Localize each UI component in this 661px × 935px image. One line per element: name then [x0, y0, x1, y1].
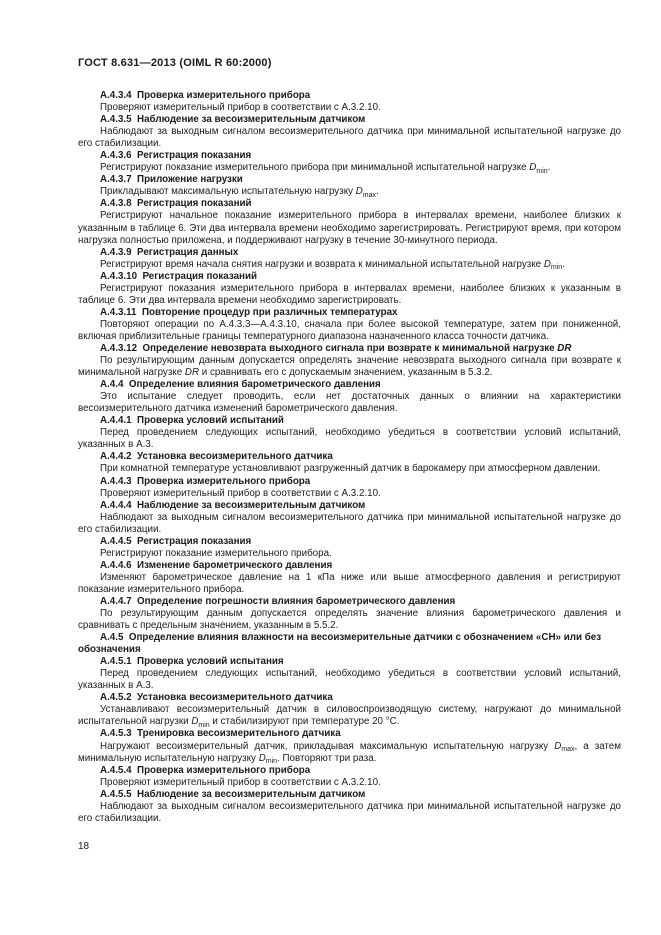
variable-symbol: D [355, 186, 363, 198]
doc-heading: А.4.5.1 Проверка условий испытания [100, 656, 284, 668]
document-body [78, 90, 621, 825]
doc-paragraph: Регистрируют показание измерительного прибора при минимальной испытательной нагрузке $D_{min}$. [100, 162, 551, 175]
doc-heading: А.4.4.1 Проверка условий испытаний [100, 415, 284, 427]
doc-heading: А.4.3.7 Приложение нагрузки [100, 174, 243, 186]
doc-heading: А.4.3.4 Проверка измерительного прибора [100, 90, 311, 101]
doc-paragraph: Наблюдают за выходным сигналом весоизмерительного датчика при минимальной испытательной нагрузке до его стабилизации. [78, 126, 621, 150]
doc-paragraph: Повторяют операции по А.4.3.3—А.4.3.10, сначала при более высокой температуре, затем при пониженной, включая приблизительные границы температурного диапазона назначенного класса точности датчика. [78, 318, 621, 342]
variable-symbol: D [554, 740, 562, 752]
variable-subscript: min [536, 167, 548, 175]
doc-paragraph: Проверяют измерительный прибор в соответствии с А.3.2.10. [100, 487, 381, 499]
doc-paragraph: Регистрируют начальное показание измерительного прибора в интервалах времени, наиболее близких к указанным в таблице 6. Эти два интервала времени необходимо зарегистрировать. Регистрируют время, при котором нагрузка полностью приложена, и поддерживают нагрузку в течение 30-минутного периода. [78, 210, 621, 246]
doc-paragraph: Проверяют измерительный прибор в соответствии с А.3.2.10. [100, 102, 381, 114]
doc-paragraph: По результирующим данным допускается определять значение влияния барометрического давления и сравнивать с предельным значением, указанным в 5.5.2. [78, 608, 621, 632]
variable-symbol: DR [184, 367, 200, 379]
doc-paragraph: Регистрируют время начала снятия нагрузки и возврата к минимальной испытательной нагрузке $D_{min}$. [100, 258, 565, 272]
variable-symbol: DR [557, 342, 572, 354]
document-header-standard-number: ГОСТ 8.631—2013 (OIML R 60:2000) [78, 57, 272, 69]
doc-paragraph: Наблюдают за выходным сигналом весоизмерительного датчика при минимальной испытательной нагрузке до его стабилизации. [78, 800, 621, 824]
doc-heading: А.4.3.8 Регистрация показаний [100, 198, 252, 210]
variable-symbol: D [258, 752, 266, 764]
doc-paragraph: Наблюдают за выходным сигналом весоизмерительного датчика при минимальной испытательной нагрузке до его стабилизации. [78, 511, 621, 535]
variable-symbol: D [529, 162, 537, 174]
doc-heading: А.4.3.6 Регистрация показания [100, 150, 252, 162]
doc-heading: А.4.4.3 Проверка измерительного прибора [100, 475, 311, 487]
doc-paragraph: По результирующим данным допускается определять значение невозврата выходного сигнала при возврате к минимальной нагрузке DR и сравнивать его с допускаемым значением, указанным в 5.3.2. [78, 355, 621, 379]
doc-heading: А.4.4.4 Наблюдение за весоизмерительным датчиком [100, 499, 366, 511]
doc-heading: А.4.4.2 Установка весоизмерительного датчика [100, 451, 333, 463]
doc-heading: А.4.4.5 Регистрация показания [100, 535, 252, 547]
doc-paragraph: Изменяют барометрическое давление на 1 кПа ниже или выше атмосферного давления и регистрируют показание измерительного прибора. [78, 571, 621, 595]
doc-heading: А.4.3.12 Определение невозврата выходного сигнала при возврате к минимальной нагрузке DR [100, 342, 572, 354]
doc-paragraph: Это испытание следует проводить, если нет достаточных данных о влиянии на характеристики весоизмерительного датчика изменений барометрического давления. [78, 391, 621, 415]
variable-subscript: min [265, 758, 278, 766]
variable-symbol: D [543, 258, 551, 270]
doc-heading: А.4.3.5 Наблюдение за весоизмерительным датчиком [100, 114, 366, 126]
doc-paragraph: Прикладывают максимальную испытательную нагрузку $D_{max}$. [100, 186, 379, 199]
doc-paragraph: Проверяют измерительный прибор в соответствии с А.3.2.10. [100, 776, 381, 788]
doc-paragraph: Регистрируют показание измерительного прибора. [100, 547, 332, 559]
variable-subscript: min [550, 264, 563, 272]
doc-heading: А.4.3.10 Регистрация показаний [100, 270, 258, 282]
doc-heading: А.4.3.11 Повторение процедур при различных температурах [100, 306, 398, 318]
doc-heading: А.4.4 Определение влияния барометрического давления [100, 379, 381, 391]
doc-heading: А.4.5.3 Тренировка весоизмерительного датчика [100, 728, 341, 740]
doc-heading: А.4.5 Определение влияния влажности на весоизмерительные датчики с обозначением «СН» или без обозначения [78, 632, 602, 656]
page-number: 18 [78, 841, 90, 852]
doc-heading: А.4.5.2 Установка весоизмерительного датчика [100, 692, 333, 704]
doc-paragraph: При комнатной температуре установливают разгруженный датчик в барокамеру при атмосферном давлении. [100, 463, 601, 475]
doc-paragraph: Перед проведением следующих испытаний, необходимо убедиться в соответствии условий испытаний, указанных в А.3. [78, 427, 621, 451]
doc-heading: А.4.5.4 Проверка измерительного прибора [100, 764, 311, 776]
variable-subscript: min [198, 721, 210, 729]
variable-subscript: max [362, 191, 377, 199]
doc-heading: А.4.4.7 Определение погрешности влияния барометрического давления [100, 595, 456, 607]
variable-symbol: D [191, 716, 199, 728]
variable-subscript: max [561, 746, 575, 754]
doc-heading: А.4.3.9 Регистрация данных [100, 246, 239, 258]
doc-paragraph: Нагружают весоизмерительный датчик, прикладывая максимальную испытательную нагрузку $D_{max}$, а затем минимальную испытательную нагрузку $D_{min}$. Повторяют три раза. [78, 740, 621, 766]
doc-heading: А.4.5.5 Наблюдение за весоизмерительным датчиком [100, 788, 366, 800]
doc-heading: А.4.4.6 Изменение барометрического давления [100, 559, 333, 571]
doc-paragraph: Устанавливают весоизмерительный датчик в силовоспроизводящую систему, нагружают до минимальной испытательной нагрузки $D_{min}$ и стабилизируют при температуре 20 °С. [78, 704, 621, 729]
doc-paragraph: Перед проведением следующих испытаний, необходимо убедиться в соответствии условий испытаний, указанных в А.3. [78, 668, 621, 692]
doc-paragraph: Регистрируют показания измерительного прибора в интервалах времени, наиболее близких к указанным в таблице 6. Эти два интервала времени необходимо зарегистрировать. [78, 282, 621, 306]
